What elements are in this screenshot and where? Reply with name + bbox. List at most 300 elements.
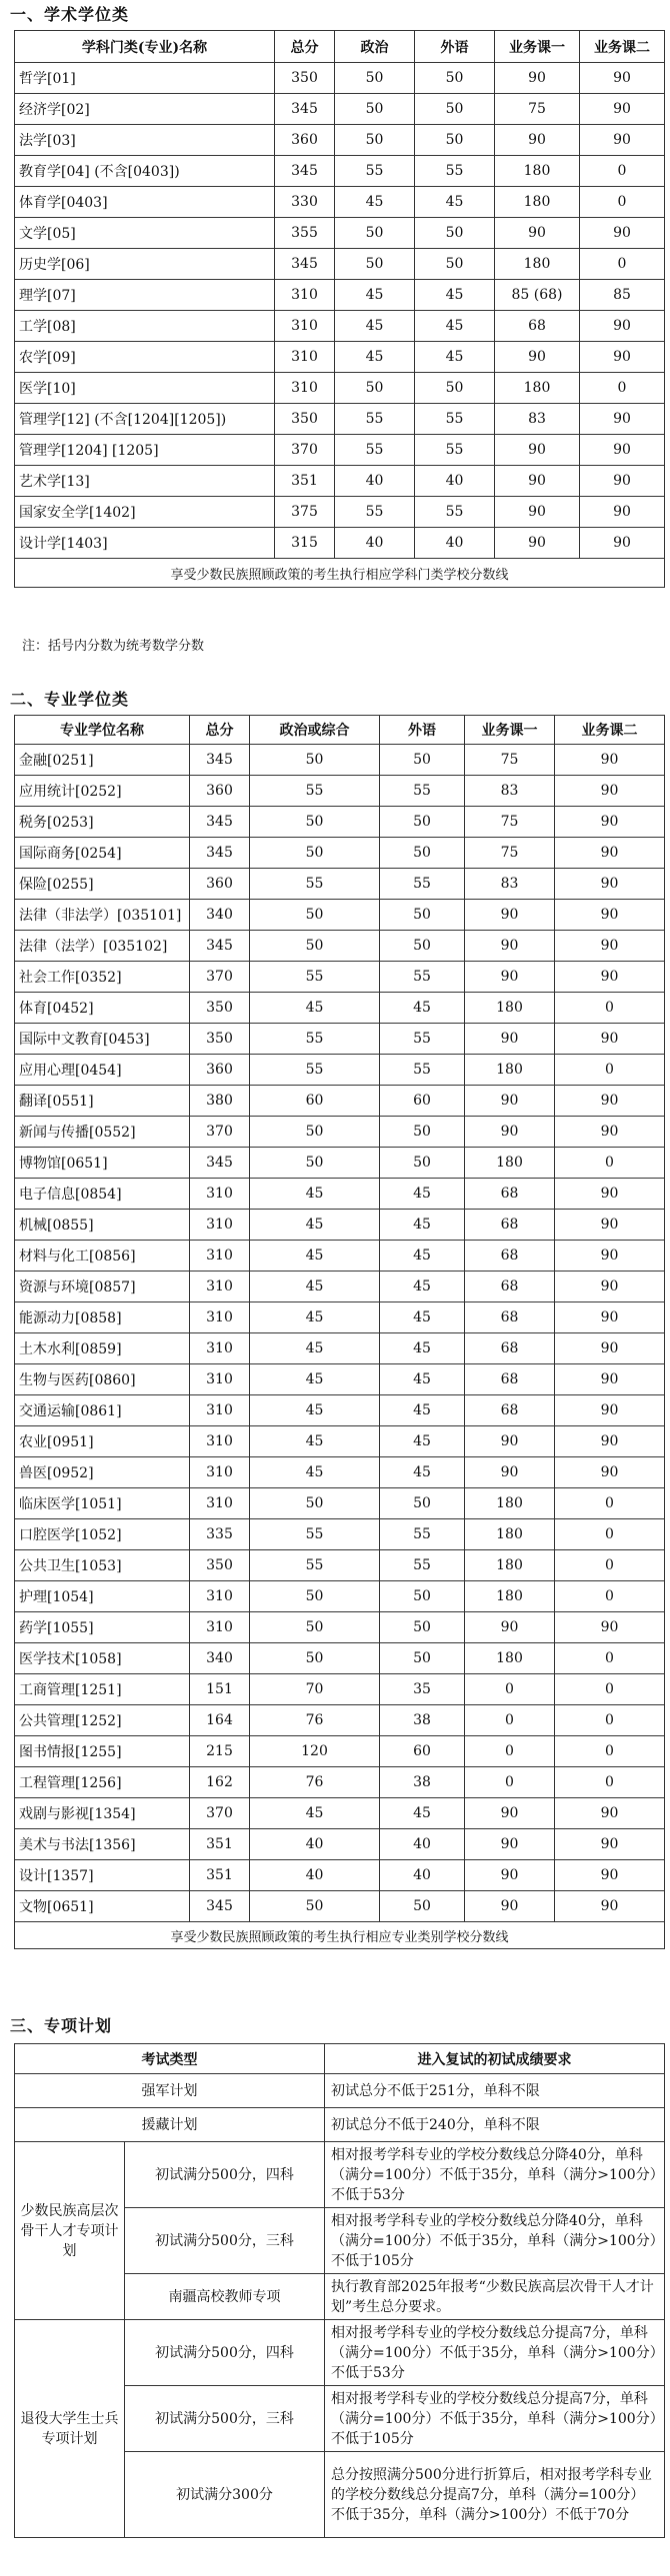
score-cell: 310 (190, 1488, 250, 1519)
score-cell: 55 (335, 497, 415, 528)
score-cell: 40 (415, 466, 495, 497)
score-cell: 45 (415, 311, 495, 342)
score-cell: 45 (335, 187, 415, 218)
score-cell: 90 (495, 466, 580, 497)
table-row (15, 1302, 665, 1333)
table-row (15, 1210, 665, 1241)
requirement-cell: 执行教育部2025年报考“少数民族高层次骨干人才计划”考生总分要求。 (325, 2274, 665, 2320)
subject-name-cell: 资源与环境[0857] (15, 1272, 190, 1302)
score-cell: 90 (555, 1395, 665, 1426)
score-cell: 370 (190, 1117, 250, 1148)
subject-name-cell: 农业[0951] (15, 1426, 190, 1457)
table-row (15, 1643, 665, 1674)
table-header-row (15, 2044, 665, 2074)
score-cell: 90 (580, 63, 665, 94)
subject-name-cell: 医学技术[1058] (15, 1643, 190, 1674)
score-cell: 40 (250, 1860, 380, 1891)
score-cell: 83 (465, 776, 555, 807)
subject-name-cell: 医学[10] (15, 373, 275, 404)
score-cell: 68 (465, 1302, 555, 1333)
score-cell: 55 (250, 962, 380, 993)
score-cell: 0 (555, 1148, 665, 1179)
score-cell: 45 (335, 280, 415, 311)
section3-title: 三、专项计划 (10, 2016, 113, 2035)
table-row (15, 1457, 665, 1488)
table-row (15, 1272, 665, 1302)
score-cell: 40 (335, 528, 415, 559)
score-cell: 90 (555, 1798, 665, 1829)
table-row (15, 1148, 665, 1179)
score-cell: 0 (555, 1767, 665, 1798)
score-cell: 55 (335, 435, 415, 466)
header-cell: 业务课二 (580, 31, 665, 63)
score-cell: 350 (190, 993, 250, 1024)
score-cell: 55 (250, 869, 380, 900)
score-cell: 310 (190, 1272, 250, 1302)
score-cell: 340 (190, 900, 250, 931)
score-cell: 90 (555, 1333, 665, 1364)
score-cell: 50 (250, 1148, 380, 1179)
table-footer-text: 享受少数民族照顾政策的考生执行相应学科门类学校分数线 (15, 559, 665, 588)
score-cell: 90 (555, 1210, 665, 1241)
table-row (15, 838, 665, 869)
score-cell: 310 (275, 280, 335, 311)
score-cell: 50 (250, 1612, 380, 1643)
score-cell: 45 (380, 1457, 465, 1488)
score-cell: 345 (275, 249, 335, 280)
score-cell: 360 (190, 869, 250, 900)
score-cell: 45 (380, 1302, 465, 1333)
score-cell: 50 (415, 63, 495, 94)
subject-name-cell: 法学[03] (15, 125, 275, 156)
score-cell: 90 (465, 1024, 555, 1055)
score-cell: 68 (465, 1364, 555, 1395)
header-cell: 学科门类(专业)名称 (15, 31, 275, 63)
subject-name-cell: 社会工作[0352] (15, 962, 190, 993)
score-cell: 50 (415, 94, 495, 125)
score-cell: 50 (335, 373, 415, 404)
score-cell: 310 (190, 1395, 250, 1426)
table-row (15, 900, 665, 931)
requirement-cell: 相对报考学科专业的学校分数线总分提高7分，单科（满分=100分）不低于35分，单科（满分>100分）不低于105分 (325, 2386, 665, 2452)
table-row (15, 962, 665, 993)
subject-name-cell: 工商管理[1251] (15, 1674, 190, 1705)
score-cell: 310 (190, 1333, 250, 1364)
score-cell: 50 (380, 745, 465, 776)
table-row (15, 218, 665, 249)
score-cell: 45 (415, 187, 495, 218)
score-cell: 45 (380, 1364, 465, 1395)
score-cell: 90 (555, 1086, 665, 1117)
score-cell: 50 (250, 931, 380, 962)
score-cell: 340 (190, 1643, 250, 1674)
score-cell: 55 (380, 1024, 465, 1055)
score-cell: 50 (380, 931, 465, 962)
score-cell: 68 (495, 311, 580, 342)
score-cell: 40 (335, 466, 415, 497)
table-row (15, 931, 665, 962)
table-row (15, 1674, 665, 1705)
table-row (15, 1519, 665, 1550)
score-cell: 90 (555, 1426, 665, 1457)
score-cell: 45 (415, 280, 495, 311)
score-cell: 90 (580, 435, 665, 466)
score-cell: 50 (380, 807, 465, 838)
score-cell: 90 (465, 1798, 555, 1829)
score-cell: 0 (465, 1767, 555, 1798)
exam-type-cell: 初试满分500分，三科 (125, 2208, 325, 2274)
score-cell: 90 (465, 1426, 555, 1457)
score-cell: 55 (415, 156, 495, 187)
score-cell: 45 (250, 1302, 380, 1333)
header-cell: 进入复试的初试成绩要求 (325, 2044, 665, 2074)
score-cell: 45 (250, 1395, 380, 1426)
score-cell: 50 (335, 249, 415, 280)
score-cell: 45 (250, 1798, 380, 1829)
score-cell: 90 (465, 1829, 555, 1860)
score-cell: 90 (580, 497, 665, 528)
header-cell: 业务课一 (495, 31, 580, 63)
score-cell: 310 (190, 1581, 250, 1612)
score-cell: 335 (190, 1519, 250, 1550)
score-cell: 45 (380, 1241, 465, 1272)
score-cell: 375 (275, 497, 335, 528)
score-cell: 351 (190, 1829, 250, 1860)
subject-name-cell: 农学[09] (15, 342, 275, 373)
score-cell: 55 (250, 1550, 380, 1581)
score-cell: 50 (415, 125, 495, 156)
score-cell: 0 (555, 1055, 665, 1086)
score-cell: 50 (250, 1643, 380, 1674)
header-cell: 业务课一 (465, 716, 555, 745)
subject-name-cell: 护理[1054] (15, 1581, 190, 1612)
subject-name-cell: 工学[08] (15, 311, 275, 342)
score-cell: 90 (580, 125, 665, 156)
score-cell: 50 (335, 125, 415, 156)
score-cell: 180 (465, 1055, 555, 1086)
score-cell: 55 (380, 962, 465, 993)
score-cell: 90 (580, 528, 665, 559)
table-row (15, 1860, 665, 1891)
score-cell: 90 (495, 63, 580, 94)
exam-type-cell: 初试满分300分 (125, 2452, 325, 2538)
score-cell: 180 (465, 1581, 555, 1612)
table-row (15, 187, 665, 218)
score-cell: 350 (275, 63, 335, 94)
score-cell: 55 (335, 156, 415, 187)
score-cell: 55 (250, 1024, 380, 1055)
score-cell: 90 (465, 900, 555, 931)
subject-name-cell: 口腔医学[1052] (15, 1519, 190, 1550)
subject-name-cell: 机械[0855] (15, 1210, 190, 1241)
score-cell: 45 (250, 1241, 380, 1272)
score-cell: 215 (190, 1736, 250, 1767)
score-cell: 38 (380, 1705, 465, 1736)
score-cell: 0 (465, 1736, 555, 1767)
table-row (15, 1333, 665, 1364)
score-cell: 68 (465, 1241, 555, 1272)
score-cell: 370 (275, 435, 335, 466)
score-cell: 50 (415, 218, 495, 249)
table-row (15, 1705, 665, 1736)
subject-name-cell: 材料与化工[0856] (15, 1241, 190, 1272)
academic-degree-table (14, 30, 665, 588)
score-cell: 90 (580, 404, 665, 435)
score-cell: 0 (580, 156, 665, 187)
score-cell: 90 (465, 1457, 555, 1488)
score-cell: 75 (465, 838, 555, 869)
header-cell: 政治 (335, 31, 415, 63)
table-footer-row (15, 559, 665, 588)
score-cell: 380 (190, 1086, 250, 1117)
score-cell: 50 (380, 838, 465, 869)
score-cell: 45 (380, 1333, 465, 1364)
requirement-cell: 总分按照满分500分进行折算后，相对报考学科专业的学校分数线总分提高7分，单科（满分=100分）不低于35分，单科（满分>100分）不低于70分 (325, 2452, 665, 2538)
score-cell: 0 (465, 1705, 555, 1736)
score-cell: 90 (555, 1117, 665, 1148)
score-cell: 90 (580, 311, 665, 342)
score-cell: 55 (250, 776, 380, 807)
table-row (15, 1241, 665, 1272)
score-cell: 40 (415, 528, 495, 559)
score-cell: 90 (555, 1612, 665, 1643)
score-cell: 90 (555, 838, 665, 869)
subject-name-cell: 法律（非法学）[035101] (15, 900, 190, 931)
score-cell: 350 (275, 404, 335, 435)
table-row (15, 1364, 665, 1395)
score-cell: 0 (555, 1519, 665, 1550)
score-cell: 45 (380, 1395, 465, 1426)
score-cell: 50 (380, 900, 465, 931)
subject-name-cell: 税务[0253] (15, 807, 190, 838)
score-cell: 180 (465, 1148, 555, 1179)
score-cell: 50 (415, 249, 495, 280)
table-row (15, 1024, 665, 1055)
header-cell: 政治或综合 (250, 716, 380, 745)
math-score-note: 注：括号内分数为统考数学分数 (22, 639, 205, 654)
table-row (15, 373, 665, 404)
score-cell: 50 (250, 1117, 380, 1148)
score-cell: 90 (555, 807, 665, 838)
subject-name-cell: 保险[0255] (15, 869, 190, 900)
score-cell: 68 (465, 1333, 555, 1364)
score-cell: 45 (250, 993, 380, 1024)
score-cell: 355 (275, 218, 335, 249)
score-cell: 351 (190, 1860, 250, 1891)
score-cell: 90 (555, 1829, 665, 1860)
score-cell: 310 (190, 1426, 250, 1457)
score-cell: 45 (250, 1457, 380, 1488)
score-cell: 310 (190, 1612, 250, 1643)
table-row (15, 2074, 665, 2108)
table-row (15, 1767, 665, 1798)
table-row (15, 528, 665, 559)
subject-name-cell: 土木水利[0859] (15, 1333, 190, 1364)
score-cell: 55 (380, 1055, 465, 1086)
score-cell: 75 (465, 807, 555, 838)
subject-name-cell: 设计学[1403] (15, 528, 275, 559)
score-cell: 0 (465, 1674, 555, 1705)
score-cell: 68 (465, 1210, 555, 1241)
score-cell: 76 (250, 1767, 380, 1798)
exam-type-cell: 初试满分500分，三科 (125, 2386, 325, 2452)
requirement-cell: 相对报考学科专业的学校分数线总分降40分，单科（满分=100分）不低于35分，单科（满分>100分）不低于53分 (325, 2142, 665, 2208)
score-cell: 45 (380, 1179, 465, 1210)
score-cell: 45 (380, 1426, 465, 1457)
score-cell: 360 (275, 125, 335, 156)
score-cell: 90 (555, 900, 665, 931)
score-cell: 310 (190, 1457, 250, 1488)
score-cell: 90 (495, 125, 580, 156)
score-cell: 90 (495, 497, 580, 528)
header-cell: 外语 (415, 31, 495, 63)
score-cell: 180 (495, 187, 580, 218)
score-cell: 90 (465, 1086, 555, 1117)
score-cell: 345 (275, 156, 335, 187)
score-cell: 76 (250, 1705, 380, 1736)
table-row (15, 63, 665, 94)
score-cell: 90 (465, 1860, 555, 1891)
table-row (15, 1581, 665, 1612)
score-cell: 310 (190, 1241, 250, 1272)
score-cell: 90 (555, 1860, 665, 1891)
score-cell: 85 (68) (495, 280, 580, 311)
score-cell: 75 (465, 745, 555, 776)
score-cell: 345 (190, 931, 250, 962)
subject-name-cell: 电子信息[0854] (15, 1179, 190, 1210)
subject-name-cell: 公共管理[1252] (15, 1705, 190, 1736)
header-cell: 外语 (380, 716, 465, 745)
subject-name-cell: 公共卫生[1053] (15, 1550, 190, 1581)
score-cell: 90 (465, 1117, 555, 1148)
score-cell: 50 (380, 1117, 465, 1148)
score-cell: 40 (380, 1829, 465, 1860)
subject-name-cell: 体育学[0403] (15, 187, 275, 218)
subject-name-cell: 博物馆[0651] (15, 1148, 190, 1179)
requirement-cell: 相对报考学科专业的学校分数线总分降40分，单科（满分=100分）不低于35分，单科（满分>100分）不低于105分 (325, 2208, 665, 2274)
score-cell: 45 (380, 1210, 465, 1241)
score-cell: 90 (555, 1891, 665, 1922)
subject-name-cell: 工程管理[1256] (15, 1767, 190, 1798)
score-cell: 0 (555, 1581, 665, 1612)
table-row (15, 94, 665, 125)
score-cell: 310 (190, 1210, 250, 1241)
subject-name-cell: 管理学[12] (不含[1204][1205]) (15, 404, 275, 435)
score-cell: 55 (380, 1550, 465, 1581)
score-cell: 90 (555, 1364, 665, 1395)
score-cell: 360 (190, 776, 250, 807)
special-plan-table (14, 2043, 665, 2538)
plan-group-cell: 少数民族高层次骨干人才专项计划 (15, 2142, 125, 2320)
requirement-cell: 初试总分不低于240分，单科不限 (325, 2108, 665, 2142)
score-cell: 90 (495, 435, 580, 466)
section1-title: 一、学术学位类 (10, 5, 130, 24)
table-row (15, 1426, 665, 1457)
subject-name-cell: 哲学[01] (15, 63, 275, 94)
score-cell: 40 (380, 1860, 465, 1891)
subject-name-cell: 交通运输[0861] (15, 1395, 190, 1426)
table-row (15, 156, 665, 187)
score-cell: 350 (190, 1550, 250, 1581)
subject-name-cell: 国际商务[0254] (15, 838, 190, 869)
score-cell: 0 (555, 1643, 665, 1674)
requirement-cell: 初试总分不低于251分，单科不限 (325, 2074, 665, 2108)
subject-name-cell: 国家安全学[1402] (15, 497, 275, 528)
subject-name-cell: 法律（法学）[035102] (15, 931, 190, 962)
score-cell: 45 (335, 311, 415, 342)
score-cell: 0 (555, 1736, 665, 1767)
subject-name-cell: 翻译[0551] (15, 1086, 190, 1117)
table-row (15, 435, 665, 466)
score-cell: 55 (415, 404, 495, 435)
table-row (15, 1179, 665, 1210)
score-cell: 50 (250, 1891, 380, 1922)
score-cell: 60 (380, 1736, 465, 1767)
score-cell: 45 (250, 1333, 380, 1364)
score-cell: 310 (275, 311, 335, 342)
score-cell: 351 (275, 466, 335, 497)
score-cell: 90 (495, 528, 580, 559)
score-cell: 75 (495, 94, 580, 125)
score-cell: 360 (190, 1055, 250, 1086)
score-cell: 50 (380, 1612, 465, 1643)
table-row (15, 1736, 665, 1767)
score-cell: 45 (250, 1179, 380, 1210)
subject-name-cell: 艺术学[13] (15, 466, 275, 497)
plan-group-cell: 退役大学生士兵专项计划 (15, 2320, 125, 2538)
table-row (15, 249, 665, 280)
score-cell: 50 (380, 1488, 465, 1519)
score-cell: 310 (275, 373, 335, 404)
header-cell: 专业学位名称 (15, 716, 190, 745)
score-cell: 83 (465, 869, 555, 900)
score-cell: 90 (465, 962, 555, 993)
score-cell: 45 (380, 993, 465, 1024)
score-cell: 90 (555, 745, 665, 776)
score-cell: 90 (580, 342, 665, 373)
score-cell: 90 (555, 1302, 665, 1333)
score-cell: 120 (250, 1736, 380, 1767)
score-cell: 45 (380, 1272, 465, 1302)
table-row (15, 1891, 665, 1922)
score-cell: 180 (495, 373, 580, 404)
table-footer-row (15, 1922, 665, 1949)
score-cell: 45 (250, 1426, 380, 1457)
score-cell: 50 (250, 838, 380, 869)
header-cell: 业务课二 (555, 716, 665, 745)
subject-name-cell: 文物[0651] (15, 1891, 190, 1922)
subject-name-cell: 金融[0251] (15, 745, 190, 776)
header-cell: 总分 (190, 716, 250, 745)
score-cell: 45 (250, 1364, 380, 1395)
exam-type-cell: 强军计划 (15, 2074, 325, 2108)
table-row (15, 125, 665, 156)
score-cell: 50 (250, 807, 380, 838)
table-row (15, 1055, 665, 1086)
score-cell: 90 (465, 931, 555, 962)
score-cell: 0 (555, 1705, 665, 1736)
score-cell: 0 (555, 1674, 665, 1705)
score-cell: 90 (555, 1457, 665, 1488)
score-cell: 55 (380, 869, 465, 900)
score-cell: 50 (250, 900, 380, 931)
score-cell: 315 (275, 528, 335, 559)
score-cell: 350 (190, 1024, 250, 1055)
score-cell: 45 (415, 342, 495, 373)
score-cell: 330 (275, 187, 335, 218)
score-cell: 50 (250, 1488, 380, 1519)
table-row (15, 342, 665, 373)
